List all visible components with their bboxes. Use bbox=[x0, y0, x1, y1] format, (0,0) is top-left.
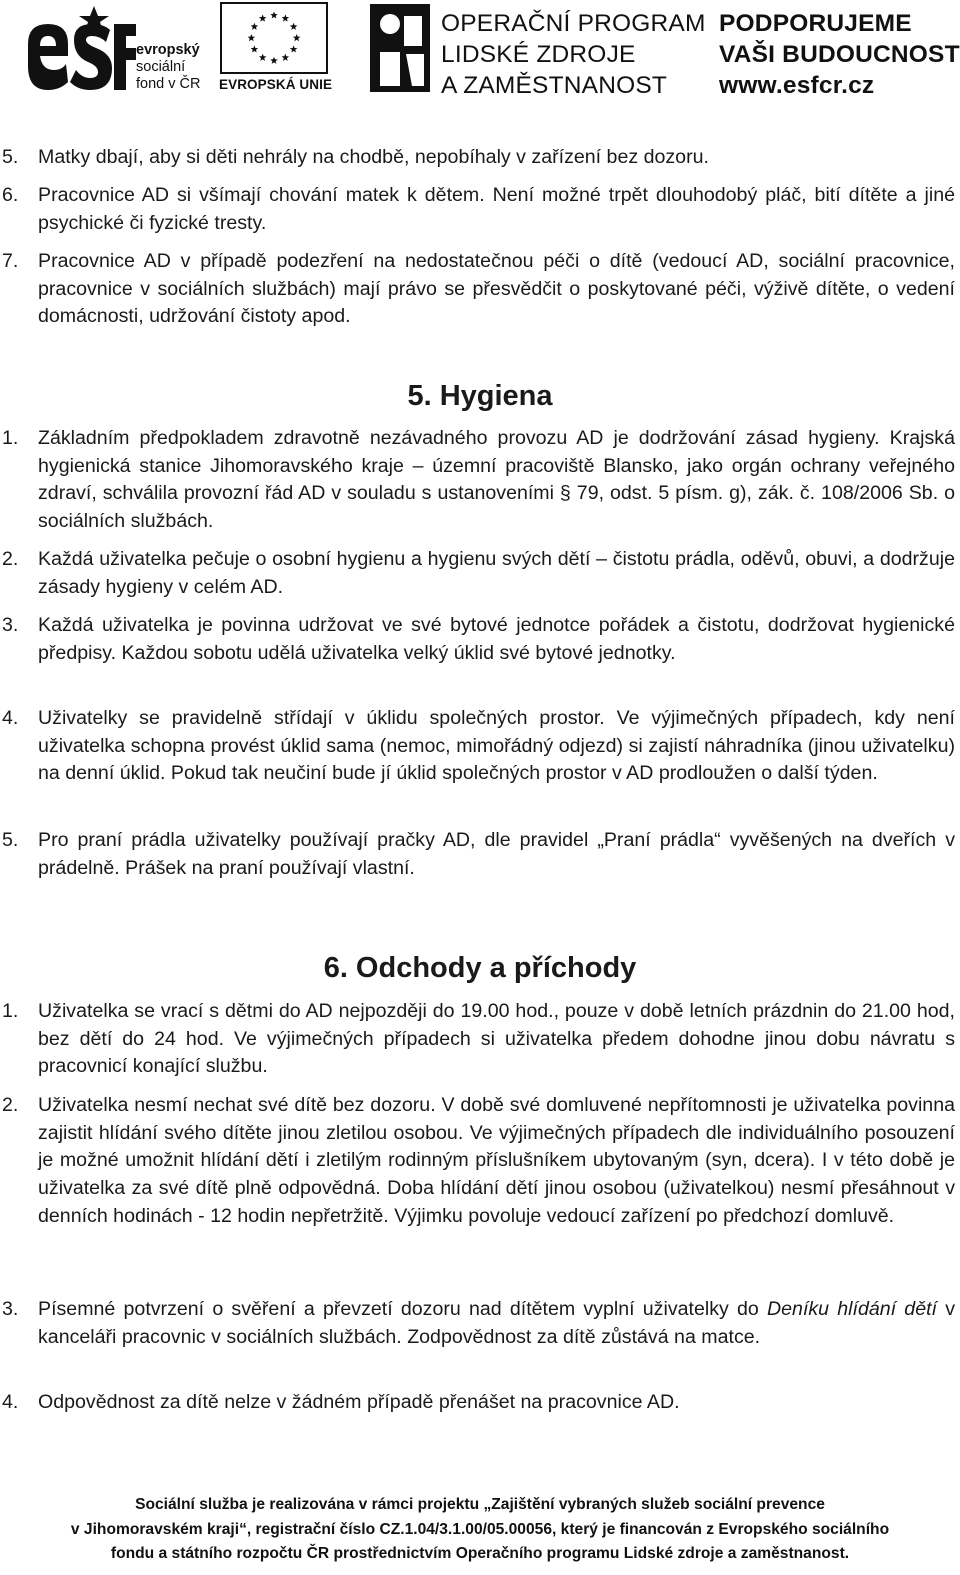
item-text-after: v kanceláři pracovnic v sociálních službách. Zodpovědnost za dítě zůstává na matce. bbox=[38, 1298, 955, 1348]
item-number: 1. bbox=[2, 427, 19, 449]
item-number: 4. bbox=[2, 707, 19, 729]
item-text: Uživatelky se pravidelně střídají v úklidu společných prostor. Ve výjimečných případech, kdy není uživatelka schopna provést úklid sama (nemoc, mimořádný odjezd) si zajistí náhradníka (jinou uživatelku) na denní úklid. Pokud tak neučiní bude jí úklid společných prostor v AD prodloužen o další týden. bbox=[38, 707, 955, 785]
item-number: 1. bbox=[2, 1000, 19, 1022]
list-item bbox=[2, 248, 955, 331]
support-slogan: PODPORUJEME VAŠI BUDOUCNOST www.esfcr.cz bbox=[719, 10, 960, 99]
item-number: 3. bbox=[2, 614, 19, 636]
eu-flag-icon bbox=[220, 2, 328, 74]
footer-note bbox=[0, 1493, 960, 1567]
list-item bbox=[2, 827, 955, 882]
list-item bbox=[2, 425, 955, 536]
item-number: 2. bbox=[2, 1094, 19, 1116]
eu-caption: EVROPSKÁ UNIE bbox=[219, 77, 333, 92]
item-text: Každá uživatelka je povinna udržovat ve své bytové jednotce pořádek a čistotu, dodržovat hygienické předpisy. Každou sobotu udělá uživatelka velký úklid své bytové jednotky. bbox=[38, 614, 955, 664]
item-number: 2. bbox=[2, 548, 19, 570]
item-number: 5. bbox=[2, 146, 19, 168]
footer-line: v Jihomoravském kraji“, registrační číslo CZ.1.04/3.1.00/05.00056, který je financován z Evropského sociálního bbox=[70, 1520, 890, 1538]
item-number: 4. bbox=[2, 1391, 19, 1413]
item-number: 5. bbox=[2, 829, 19, 851]
item-text-italic: Deníku hlídání dětí bbox=[767, 1298, 937, 1320]
item-text: Odpovědnost za dítě nelze v žádném případě přenášet na pracovnice AD. bbox=[38, 1391, 680, 1413]
item-text: Pracovnice AD si všímají chování matek k dětem. Není možné trpět dlouhodobý pláč, bití dítěte a jiné psychické či fyzické tresty. bbox=[38, 184, 955, 234]
item-text: Pro praní prádla uživatelky používají pračky AD, dle pravidel „Praní prádla“ vyvěšených na dveřích v prádelně. Prášek na praní používají vlastní. bbox=[38, 829, 955, 879]
footer-line: fondu a státního rozpočtu ČR prostřednictvím Operačního programu Lidské zdroje a zaměstnanost. bbox=[110, 1545, 850, 1562]
oplz-title: OPERAČNÍ PROGRAM LIDSKÉ ZDROJE A ZAMĚSTNANOST bbox=[441, 10, 706, 99]
item-text: Každá uživatelka pečuje o osobní hygienu a hygienu svých dětí – čistotu prádla, oděvů, obuvi, a dodržuje zásady hygieny v celém AD. bbox=[38, 548, 955, 598]
section-heading-odchody: 6. Odchody a příchody bbox=[323, 952, 637, 984]
item-number: 7. bbox=[2, 250, 19, 272]
item-text: Uživatelka nesmí nechat své dítě bez dozoru. V době své domluvené nepřítomnosti je uživatelka povinna zajistit hlídání svého dítěte jinou zletilou osobou. Ve výjimečných případech dle individuálního posouzení je možné umožnit hlídání dětí i zletilým rodinným příslušníkem ubytovaným (syn, dcera). I v této době je uživatelka za své dítě plně odpovědná. Doba hlídání dětí jinou osobou (uživatelkou) nesmí přesáhnout v denních hodinách - 12 hodin nepřetržitě. Výjimku povoluje vedoucí zařízení po předchozí domluvě. bbox=[38, 1094, 955, 1227]
item-text: Uživatelka se vrací s dětmi do AD nejpozději do 19.00 hod., pouze v době letních prázdnin do 21.00 hod, bez dětí do 24 hod. Ve výjimečných případech si uživatelka předem dohodne jinou dobu návratu s pracovnicí konající službu. bbox=[38, 1000, 955, 1078]
item-text-before: Písemné potvrzení o svěření a převzetí dozoru nad dítětem vyplní uživatelky do bbox=[38, 1298, 767, 1320]
list-item bbox=[2, 144, 955, 172]
esf-caption: evropský sociální fond v ČR bbox=[136, 42, 201, 92]
esfcr-link[interactable]: www.esfcr.cz bbox=[719, 72, 875, 99]
item-text: Matky dbají, aby si děti nehrály na chodbě, nepobíhaly v zařízení bez dozoru. bbox=[38, 146, 709, 168]
header-logos bbox=[0, 0, 960, 110]
list-item bbox=[2, 1092, 955, 1231]
esf-logo bbox=[24, 4, 136, 96]
item-number: 6. bbox=[2, 184, 19, 206]
item-text bbox=[38, 1296, 955, 1351]
item-text: Základním předpokladem zdravotně nezávadného provozu AD je dodržování zásad hygieny. Krajská hygienická stanice Jihomoravského kraje – územní pracoviště Blansko, jako orgán ochrany veřejného zdraví, schválila provozní řád AD v souladu s ustanoveními § 79, odst. 5 písm. g), zák. č. 108/2006 Sb. o sociálních službách. bbox=[38, 427, 955, 533]
list-item bbox=[2, 612, 955, 667]
item-number: 3. bbox=[2, 1298, 19, 1320]
list-item bbox=[2, 1296, 955, 1351]
list-item bbox=[2, 705, 955, 788]
list-item bbox=[2, 998, 955, 1081]
oplz-logo-icon bbox=[368, 2, 432, 94]
list-item bbox=[2, 182, 955, 237]
list-item bbox=[2, 546, 955, 601]
item-text: Pracovnice AD v případě podezření na nedostatečnou péči o dítě (vedoucí AD, sociální pracovnice, pracovnice v sociálních službách) mají právo se přesvědčit o poskytované péči, výživě dítěte, o vedení domácnosti, udržování čistoty apod. bbox=[38, 250, 955, 328]
list-item bbox=[2, 1389, 955, 1417]
section-heading-hygiena: 5. Hygiena bbox=[407, 380, 553, 412]
footer-line: Sociální služba je realizována v rámci projektu „Zajištění vybraných služeb sociální prevence bbox=[135, 1496, 825, 1513]
